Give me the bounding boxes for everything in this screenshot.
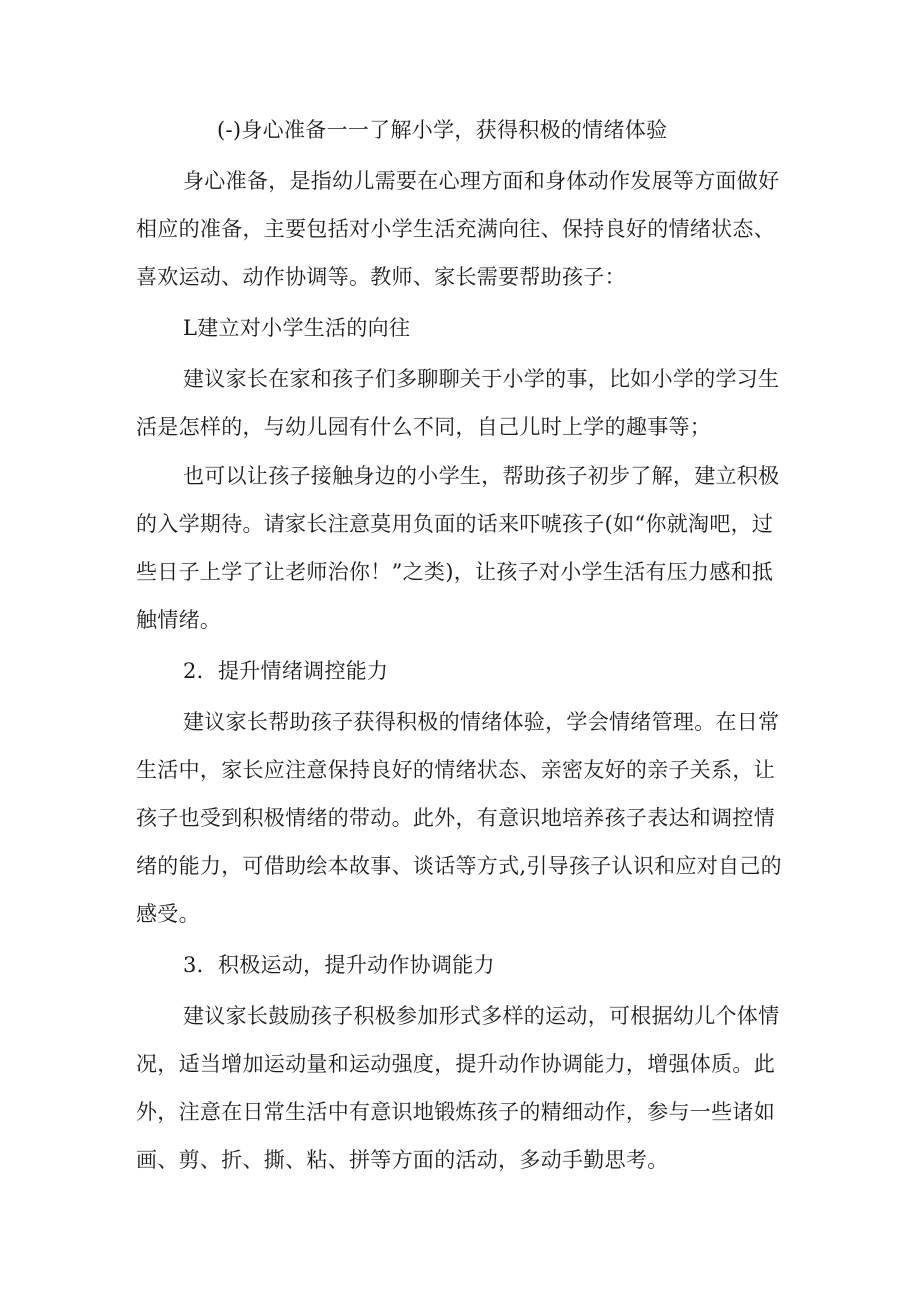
paragraph-line: 些日子上学了让老师治你！”之类)，让孩子对小学生活有压力感和抵 (136, 560, 774, 584)
paragraph-line: 建议家长在家和孩子们多聊聊关于小学的事，比如小学的学习生 (183, 367, 780, 391)
paragraph-line: 触情绪。 (136, 608, 222, 632)
intro-line: 身心准备，是指幼儿需要在心理方面和身体动作发展等方面做好 (183, 169, 780, 193)
paragraph-line: 画、剪、折、撕、粘、拼等方面的活动，多动手勤思考。 (136, 1148, 669, 1172)
paragraph-line: 感受。 (136, 902, 200, 926)
paragraph-line: 孩子也受到积极情绪的带动。此外，有意识地培养孩子表达和调控情 (136, 806, 775, 830)
paragraph-line: 生活中，家长应注意保持良好的情绪状态、亲密友好的亲子关系，让 (136, 758, 775, 782)
paragraph-line: 也可以让孩子接触身边的小学生，帮助孩子初步了解，建立积极 (183, 464, 780, 488)
paragraph-line: 的入学期待。请家长注意莫用负面的话来吓唬孩子(如“你就淘吧，过 (136, 512, 774, 536)
paragraph-line: 绪的能力，可借助绘本故事、谈话等方式,引导孩子认识和应对自己的 (136, 854, 782, 878)
paragraph-line: 活是怎样的，与幼儿园有什么不同，自己儿时上学的趣事等； (136, 415, 712, 439)
section-title: (-)身心准备一一了解小学，获得积极的情绪体验 (217, 118, 668, 142)
paragraph-line: 建议家长鼓励孩子积极参加形式多样的运动，可根据幼儿个体情 (183, 1004, 780, 1028)
paragraph-line: 外，注意在日常生活中有意识地锻炼孩子的精细动作，参与一些诸如 (136, 1100, 775, 1124)
paragraph-line: 建议家长帮助孩子获得积极的情绪体验，学会情绪管理。在日常 (183, 710, 780, 734)
item1-heading: L建立对小学生活的向往 (183, 316, 411, 340)
paragraph-line: 况，适当增加运动量和运动强度，提升动作协调能力，增强体质。此 (136, 1052, 775, 1076)
item3-heading: 3．积极运动，提升动作协调能力 (183, 953, 495, 977)
intro-line: 喜欢运动、动作协调等。教师、家长需要帮助孩子： (136, 265, 626, 289)
intro-line: 相应的准备，主要包括对小学生活充满向往、保持良好的情绪状态、 (136, 217, 775, 241)
item2-heading: 2．提升情绪调控能力 (183, 659, 389, 683)
